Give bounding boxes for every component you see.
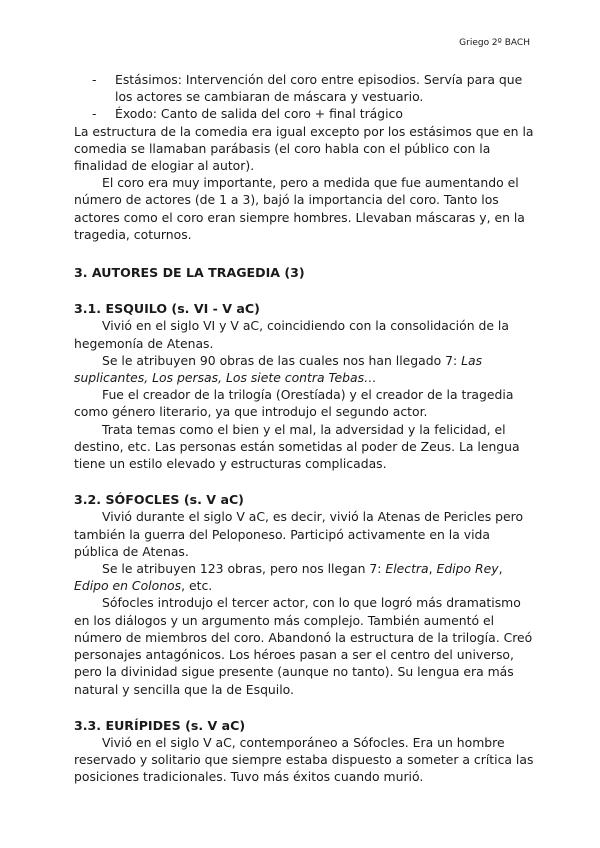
work-titles: Las suplicantes, Los persas, Los siete contra Tebas… — [74, 352, 483, 386]
paragraph: Fue el creador de la trilogía (Orestíada) y el creador de la tragedia como género literario, ya que introdujo el segundo actor. — [74, 387, 514, 420]
paragraph: El coro era muy importante, pero a medida que fue aumentando el número de actores (de 1 a 3), bajó la importancia del coro. Tanto los actores como el coro eran siempre hombres. Llevaban máscaras y, en la tragedia, coturnos. — [74, 175, 525, 242]
paragraph: Sófocles introdujo el tercer actor, con lo que logró más dramatismo en los diálogos y un argumento más complejo. También aumentó el número de miembros del coro. Abandonó la estructura de la trilogía. Creó personajes antagónicos. Los héroes pasan a ser el centro del universo, pero la divinidad sigue presente (aunque no tanto). Su lengua era más natural y sencilla que la de Esquilo. — [74, 595, 533, 697]
subsection-heading-esquilo: 3.1. ESQUILO (s. VI - V aC) — [74, 301, 260, 317]
text: Se le atribuyen 90 obras de las cuales nos han llegado 7: — [102, 352, 462, 368]
bullet-text: Éxodo: Canto de salida del coro + final trágico — [115, 106, 403, 122]
paragraph: Vivió durante el siglo V aC, es decir, vivió la Atenas de Pericles pero también la guerra del Peloponeso. Participó activamente en la vida pública de Atenas. — [74, 509, 524, 559]
subsection-heading-euripides: 3.3. EURÍPIDES (s. V aC) — [74, 717, 246, 733]
paragraph: Trata temas como el bien y el mal, la adversidad y la felicidad, el destino, etc. Las personas están sometidas al poder de Zeus. La lengua tiene un estilo elevado y estructuras complicadas. — [74, 421, 520, 472]
paragraph: Vivió en el siglo V aC, contemporáneo a Sófocles. Era un hombre reservado y solitario que siempre estaba dispuesto a someter a crítica las posiciones tradicionales. Tuvo más éxitos cuando murió. — [74, 734, 534, 785]
work-title: Edipo Rey — [436, 561, 499, 577]
work-title: Electra — [385, 561, 429, 577]
bullet-dash: - — [92, 72, 97, 87]
bullet-list — [74, 71, 534, 123]
paragraph: Vivió en el siglo VI y V aC, coincidiendo con la consolidación de la hegemonía de Atenas. — [74, 318, 509, 351]
bullet-text: Estásimos: Intervención del coro entre episodios. Servía para que los actores se cambiaran de máscara y vestuario. — [115, 72, 523, 105]
paragraph-works — [74, 560, 534, 594]
separator: , — [498, 561, 503, 577]
bullet-dash: - — [92, 106, 97, 122]
text: Se le atribuyen 123 obras, pero nos llegan 7: — [102, 561, 386, 577]
section-heading: 3. AUTORES DE LA TRAGEDIA (3) — [74, 265, 305, 281]
paragraph: La estructura de la comedia era igual excepto por los estásimos que en la comedia se llamaban parábasis (el coro habla con el público con la finalidad de elogiar al autor). — [74, 123, 534, 174]
list-item — [92, 71, 534, 105]
separator: , — [428, 561, 437, 577]
subsection-heading-sofocles: 3.2. SÓFOCLES (s. V aC) — [74, 492, 244, 508]
page-header: Griego 2º BACH — [459, 38, 530, 48]
paragraph-works — [74, 352, 534, 386]
list-item — [92, 105, 534, 122]
text: , etc. — [181, 578, 213, 594]
work-title: Edipo en Colonos — [74, 578, 182, 594]
document-body — [74, 71, 534, 786]
